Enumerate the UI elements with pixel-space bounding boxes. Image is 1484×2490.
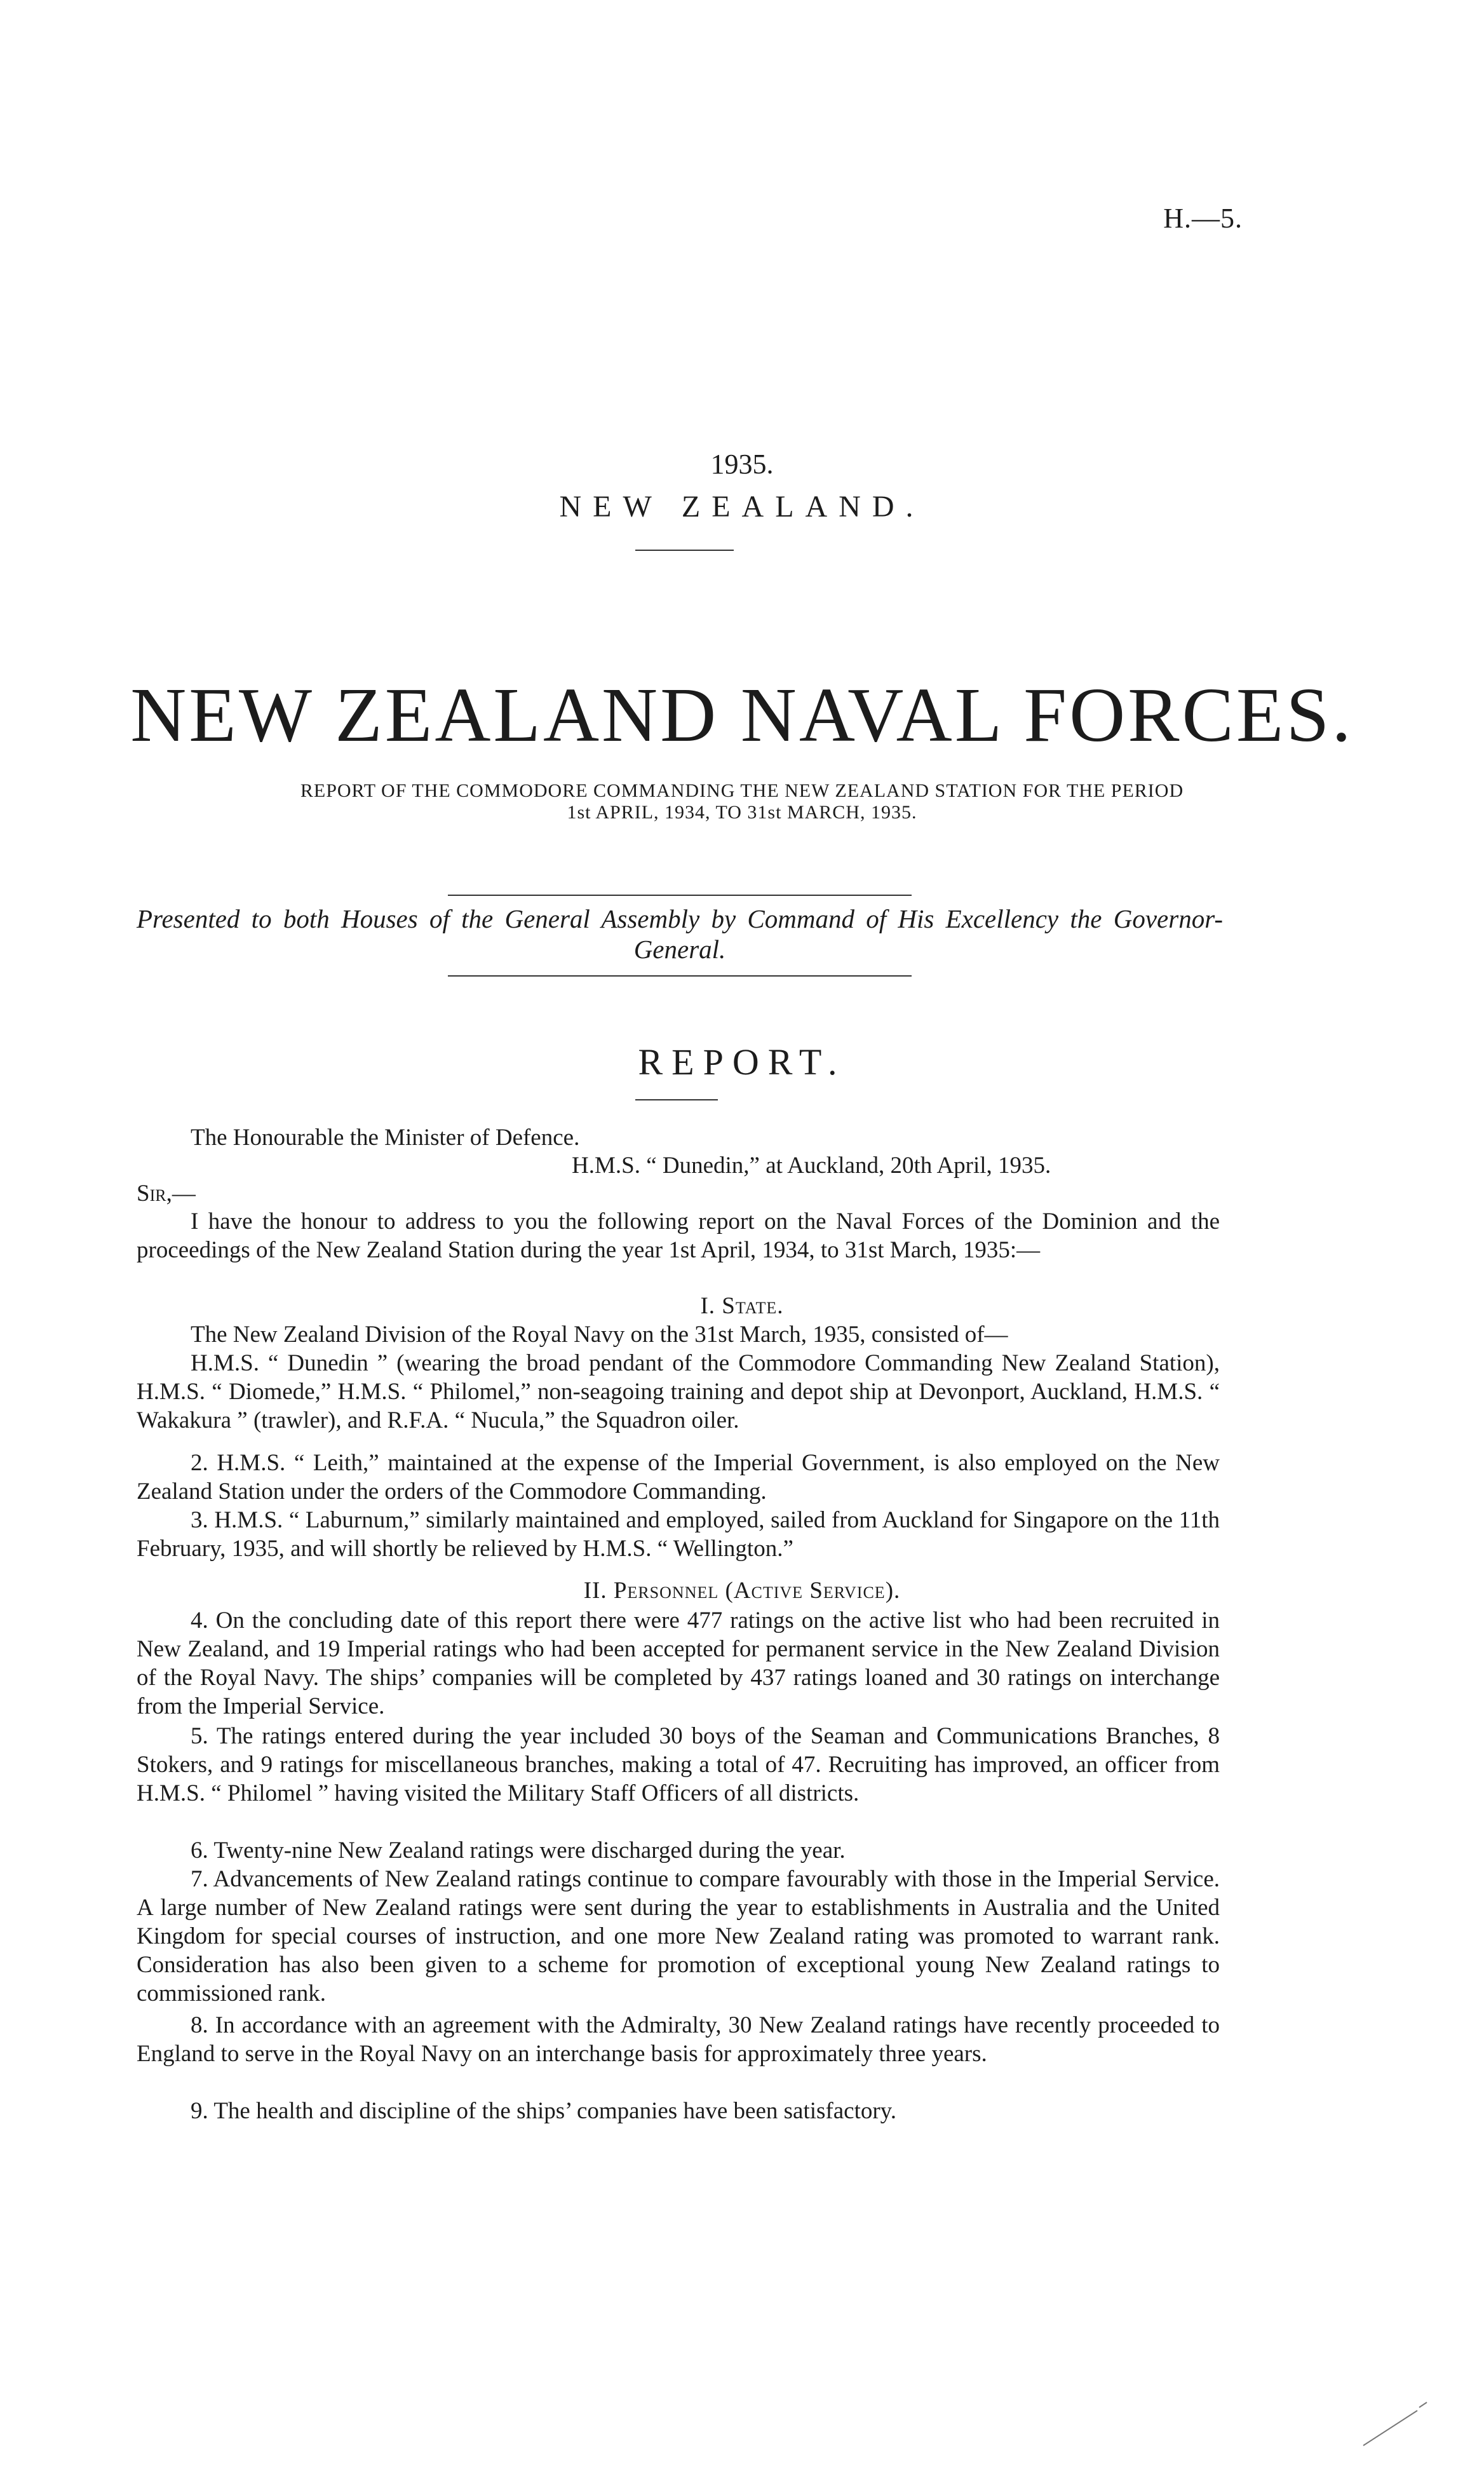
masthead-country: NEW ZEALAND. [559,490,925,524]
page-number: H.—5. [1163,203,1243,234]
personnel-paragraph-9: 9. The health and discipline of the ships’ companies have been satisfactory. [191,2098,897,2124]
personnel-paragraph-7: 7. Advancements of New Zealand ratings continue to compare favourably with those in the Imperial Service. A large number of New Zealand ratings were sent during the year to establishments in Australia and the United Kingdom for special courses of instruction, and one more New Zealand rating was promoted to warrant rank. Consideration has also been given to a scheme for promotion of exceptional young New Zealand ratings to commissioned rank. [137,1866,1220,2006]
letter-intro: I have the honour to address to you the following report on the Naval Forces of the Dominion and the proceedings of the New Zealand Station during the year 1st April, 1934, to 31st March, 1935:— [137,1208,1220,1263]
letter-ship-date: H.M.S. “ Dunedin,” at Auckland, 20th April, 1935. [572,1153,1051,1179]
presented-top-rule [448,895,912,896]
subtitle-line-2: 1st APRIL, 1934, TO 31st MARCH, 1935. [567,802,917,823]
presented-statement: Presented to both Houses of the General Assembly by Command of His Excellency the Governor-General. [137,904,1223,964]
subtitle-line-1: REPORT OF THE COMMODORE COMMANDING THE NEW ZEALAND STATION FOR THE PERIOD [300,780,1184,801]
personnel-paragraph-6: 6. Twenty-nine New Zealand ratings were discharged during the year. [191,1837,846,1864]
state-paragraph-3: 3. H.M.S. “ Laburnum,” similarly maintained and employed, sailed from Auckland for Singapore on the 11th February, 1935, and will shortly be relieved by H.M.S. “ Wellington.” [137,1507,1220,1562]
report-heading: REPORT. [638,1041,846,1083]
report-heading-rule [635,1099,718,1100]
personnel-paragraph-4: 4. On the concluding date of this report there were 477 ratings on the active list who had been recruited in New Zealand, and 19 Imperial ratings who had been accepted for permanent service in the New Zealand Division of the Royal Navy. The ships’ companies will be completed by 437 ratings loaned and 30 ratings on interchange from the Imperial Service. [137,1607,1220,1719]
pencil-mark-decoration [1357,2376,1433,2452]
state-paragraph-ships: H.M.S. “ Dunedin ” (wearing the broad pendant of the Commodore Commanding New Zealand Station), H.M.S. “ Diomede,” H.M.S. “ Philomel,” non-seagoing training and depot ship at Devonport, Auckland, H.M.S. “ Wakakura ” (trawler), and R.F.A. “ Nucula,” the Squadron oiler. [137,1350,1220,1433]
state-paragraph-2: 2. H.M.S. “ Leith,” maintained at the expense of the Imperial Government, is also employed on the New Zealand Station under the orders of the Commodore Commanding. [137,1450,1220,1505]
document-title: NEW ZEALAND NAVAL FORCES. [130,672,1354,758]
section-heading-personnel: II. Personnel (Active Service). [583,1578,901,1604]
masthead-year: 1935. [710,449,774,480]
presented-bottom-rule [448,975,912,977]
section-heading-state: I. State. [700,1293,784,1319]
personnel-paragraph-5: 5. The ratings entered during the year included 30 boys of the Seaman and Communications Branches, 8 Stokers, and 9 ratings for miscellaneous branches, making a total of 47. Recruiting has improved, an officer from H.M.S. “ Philomel ” having visited the Military Staff Officers of all districts. [137,1723,1220,1806]
letter-salutation: Sir,— [137,1181,196,1207]
personnel-paragraph-8: 8. In accordance with an agreement with the Admiralty, 30 New Zealand ratings have recently proceeded to England to serve in the Royal Navy on an interchange basis for approximately three years. [137,2012,1220,2067]
letter-addressee: The Honourable the Minister of Defence. [191,1125,580,1151]
state-paragraph-1: The New Zealand Division of the Royal Navy on the 31st March, 1935, consisted of— [191,1322,1008,1348]
document-subtitle [0,780,1484,823]
masthead-rule [635,550,734,551]
